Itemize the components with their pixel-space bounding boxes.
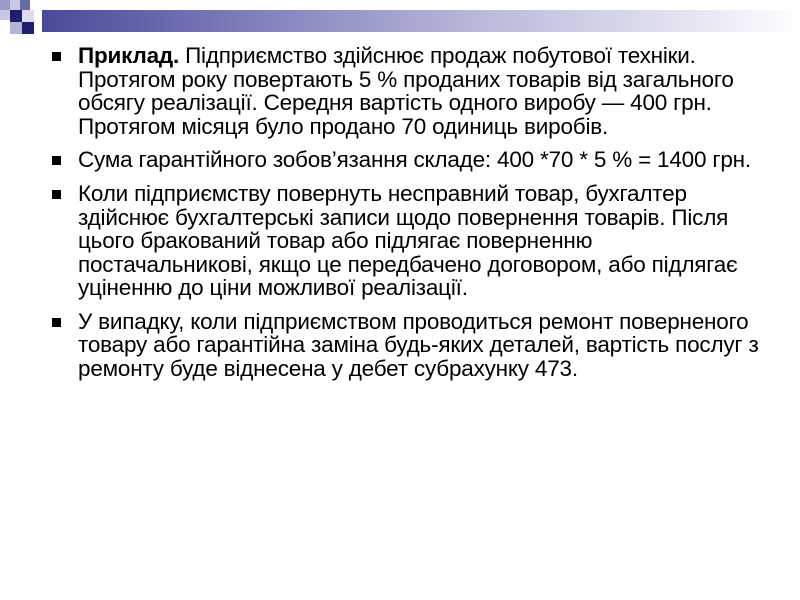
list-item	[50, 44, 770, 138]
list-item	[50, 148, 770, 172]
bullet-text	[78, 310, 770, 381]
square-bullet-icon	[50, 182, 78, 206]
list-item	[50, 182, 770, 300]
bullet-list	[50, 44, 770, 390]
bullet-text	[78, 44, 770, 138]
header-gradient-band	[42, 10, 800, 32]
square-bullet-icon	[50, 148, 78, 172]
bullet-body: Коли підприємству повернуть несправний товар, бухгалтер здійснює бухгалтерські записи щодо повернення товарів. Після цього бракований товар або підлягає поверненню постачальникові, якщо це передбачено договором, або підлягає уціненню до ціни можливої реалізації.	[78, 181, 738, 300]
bullet-body: Сума гарантійного зобов’язання складе: 400 *70 * 5 % = 1400 грн.	[78, 147, 751, 172]
bullet-body: Підприємство здійснює продаж побутової техніки. Протягом року повертають 5 % проданих товарів від загального обсягу реалізації. Середня вартість одного виробу — 400 грн. Протягом місяця було продано 70 одиниць виробів.	[78, 43, 734, 139]
list-item	[50, 310, 770, 381]
square-bullet-icon	[50, 44, 78, 68]
bullet-bold-prefix: Приклад.	[78, 43, 180, 68]
bullet-text	[78, 182, 770, 300]
square-bullet-icon	[50, 310, 78, 334]
bullet-body: У випадку, коли підприємством проводиться ремонт повернeного товару або гарантійна заміна будь-яких деталей, вартість послуг з ремонту буде віднесена у дебет субрахунку 473.	[78, 308, 759, 381]
bullet-text	[78, 148, 770, 172]
